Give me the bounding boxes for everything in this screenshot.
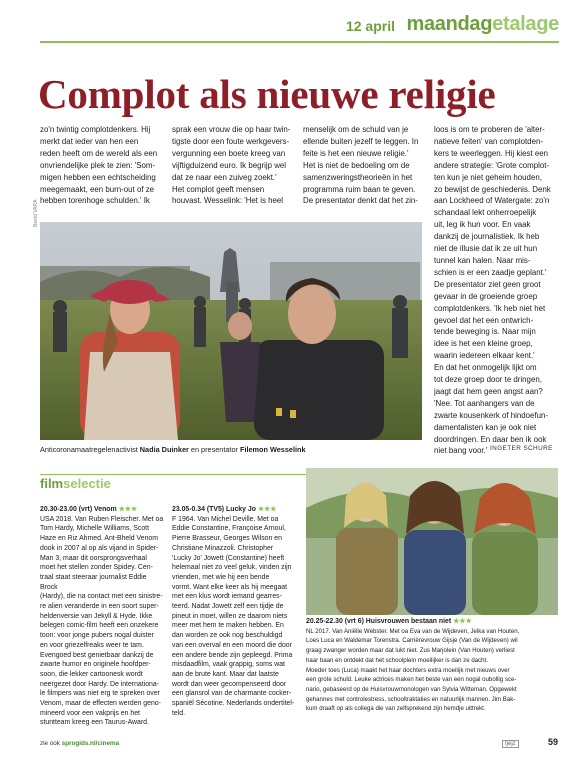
film-line: en voor griezelfreaks weer te tam.	[40, 641, 144, 649]
film-line: kum draaft op als collega die van zelfsprekend zijn hemdje uittrekt.	[306, 705, 486, 713]
body-line: menselijk om de schuld van je	[303, 125, 409, 134]
film-channel: (vrt)	[78, 506, 93, 513]
film-line: een andere bende zijn gepleegd. Prima	[172, 651, 293, 659]
film-line: traal staat steeraar journalist Eddie Brock	[40, 573, 147, 591]
body-line: vergunning een boete kreeg van	[172, 148, 286, 158]
body-line: zo bewijst de geschiedenis. Denk	[434, 184, 551, 194]
film-photo	[306, 468, 558, 615]
film-title: Venom	[94, 506, 117, 513]
film-line: teerd. Nadat Jowett zelf een tijdje de	[172, 603, 284, 611]
film-line: Eddie Constantine, Françoise Arnoul,	[172, 525, 286, 533]
film-listing-lucky-jo	[172, 505, 298, 730]
film-line: wordt dan weer gecompenseerd door	[172, 680, 287, 688]
caption-name-2: Filemon Wesselink	[239, 445, 306, 454]
body-line: schandaal lekt onherroepelijk	[434, 208, 537, 218]
body-line: Het complot geeft mensen	[172, 184, 265, 194]
film-time: 20.30-23.00	[40, 506, 77, 513]
film-line: moet het stellen zonder Spidey. Cen-	[40, 564, 153, 572]
film-line: re alien veranderde in een soort super-	[40, 603, 159, 611]
film-line: dan worden ze ook nog beschuldigd	[172, 632, 283, 640]
body-line: tigste door een foute werkgevers-	[172, 136, 290, 146]
photo-credit: Beeld VARA	[33, 199, 39, 227]
body-line: tot deze groep door te dringen,	[434, 375, 542, 385]
body-line: meegemaakt, een burn-out of ze	[40, 184, 155, 194]
body-line: tende beweging is. Naar mijn	[434, 327, 536, 337]
body-line: Het is niet de bedoeling om de	[303, 160, 410, 170]
body-line: zwarte kousenkerk of hindoefun-	[434, 410, 549, 420]
body-line: gevaar in de groeiende groep	[434, 291, 538, 301]
film-line: zwarte humor en originele hoofdper-	[40, 661, 151, 669]
film-title: Huisvrouwen bestaan niet	[365, 618, 452, 625]
film-line: meer met hem te maken hebben. En	[172, 622, 284, 630]
film-line: F 1964. Van Michel Deville. Met oa	[172, 515, 279, 523]
film-tag-part2: selectie	[63, 476, 111, 491]
article-headline: Complot als nieuwe religie	[38, 71, 496, 117]
film-line: dook in 2007 al op als vijand in Spider-	[40, 544, 159, 552]
body-line: reden heeft om de wereld als een	[40, 148, 158, 158]
body-line: niet bang voor.'	[434, 446, 488, 456]
film-line: misdaadfilm, vaak grappig, soms wat	[172, 661, 285, 669]
film-line: neergezet door Hardy. De internationa-	[40, 680, 159, 688]
film-photo-illustration	[306, 468, 558, 615]
body-line: uit, leg ik hun voor. En vaak	[434, 220, 531, 230]
film-line: graag zwanger worden maar dat lukt niet. Zus Marjolein (Van Houten) verliest	[306, 647, 515, 655]
body-line: kers te weerleggen. Hij kiest een	[434, 148, 549, 158]
film-line: soon, die lekker cartoonesk wordt	[40, 670, 143, 678]
film-line: Pierre Brasseur, Georges Wilson en	[172, 535, 282, 543]
film-time: 23.05-0.34	[172, 506, 205, 513]
issue-date: 12 april	[345, 18, 395, 34]
film-line: vrienden, met wie hij een bende	[172, 573, 270, 581]
body-line: houvast. Wesselink: 'Het is heel	[172, 196, 284, 206]
body-line: programma ruim baan te geven.	[303, 184, 416, 194]
film-heading	[306, 617, 558, 627]
film-rating-stars: ★★★	[257, 506, 277, 513]
section-title-part2: etalage	[492, 13, 559, 35]
body-line: zo'n twintig complotdenkers. Hij	[40, 125, 151, 134]
body-line: waarin iedereen elkaar kent.'	[434, 351, 535, 361]
section-title-part1: maandag	[406, 13, 493, 35]
film-line: met een klus wordt iemand gearres-	[172, 593, 282, 601]
body-line: onvriendelijke plek te zien: 'Som-	[40, 160, 156, 170]
film-line: teld.	[172, 709, 186, 717]
film-channel: (TV5)	[206, 506, 225, 513]
body-line: migen hebben een echtscheiding	[40, 172, 156, 182]
article-column-3	[303, 124, 428, 212]
body-line: vijftigduizend euro. Ik begrijp wel	[172, 160, 287, 170]
page-header	[0, 0, 577, 48]
film-line: nario, gebaseerd op de Huisvrouwmonologen van Sylvia Witteman. Opgewekt	[306, 685, 517, 693]
body-line: samenzweringstheorieën in het	[303, 172, 413, 182]
caption-prefix: Anticoronamaatregelenactivist	[40, 445, 138, 454]
header-rule	[40, 41, 559, 43]
film-line: (Hardy), die na contact met een sinistre-	[40, 593, 163, 601]
body-line: natieve feiten' van complotden-	[434, 136, 543, 146]
body-line: merkt dat ieder van hen een	[40, 136, 139, 146]
film-line: toon: voor jonge pubers nogal duister	[40, 632, 154, 640]
body-line: gevoel dat het een ontwrich-	[434, 315, 534, 325]
film-line: Man 3, maar dit oorsprongsverhaal	[40, 554, 147, 562]
body-line: hebben torenhoge schulden.' Ik	[40, 196, 150, 206]
caption-name-1: Nadia Duinker	[139, 445, 189, 454]
film-line: gehannes met controlestress, schooltraktaties en natuurlijk mannen. Jim Bak-	[306, 695, 516, 703]
see-also-link[interactable]: sprogids.nl/cinema	[61, 740, 120, 747]
body-line: idee is het een kleine groep,	[434, 339, 533, 349]
body-line: damentalisten kan je ook niet	[434, 422, 537, 432]
body-line: tunnel kan halen. Naar mis-	[434, 255, 531, 265]
film-time: 20.25-22.30	[306, 618, 343, 625]
film-line: 'Lucky Jo' Jowett (Constantine) heeft	[172, 554, 285, 562]
film-line: aan de brute kant. Maar dat laatste	[172, 670, 279, 678]
film-line: spaniël Sécotine. Nederlands ondertitel-	[172, 700, 295, 708]
film-line: le filmpers was niet erg te spreken over	[40, 690, 160, 698]
body-line: jaagt dat hem geen angst aan?	[434, 386, 543, 396]
author-byline: INGETER SCHURE	[490, 445, 553, 452]
body-line: ellende buiten jezelf te leggen. In	[303, 136, 419, 146]
film-heading	[40, 505, 164, 515]
publisher-logo: tjejz	[502, 740, 519, 748]
film-line: NL 2017. Van Aniëlle Webster. Met oa Eva van de Wijdeven, Jelka van Houten,	[306, 627, 520, 635]
article-column-4	[434, 124, 560, 459]
film-line: Tom Hardy, Michelle Williams, Scott	[40, 525, 149, 533]
film-line: haar baan en ontdekt dat het schoolplein moeilijker is dan ze dacht.	[306, 656, 488, 664]
see-also-prefix: zie ook	[40, 740, 60, 747]
body-line: feite is het een nieuwe religie.'	[303, 148, 409, 158]
body-line: sprak een vrouw die op haar twin-	[172, 125, 291, 134]
film-rating-stars: ★★★	[453, 618, 472, 625]
film-line: Loes Luca en Waldemar Torenstra. Carrièrevrouw Gijsje (Van de Wijdeven) wil	[306, 637, 518, 645]
body-line: En dat het onmogelijk lijkt om	[434, 363, 537, 373]
body-line: ten kun je niet geheim houden,	[434, 172, 542, 182]
film-line: Christiane Minazzoli. Christopher	[172, 544, 274, 552]
article-column-2	[172, 124, 297, 212]
film-channel: (vrt 6)	[344, 618, 364, 625]
page-number: 59	[547, 737, 558, 747]
article-column-1	[40, 124, 165, 212]
body-line: doordringen. En daar ben ik ook	[434, 434, 547, 444]
film-listing-huisvrouwen	[306, 617, 558, 714]
body-line: niet de illusie dat ik ze uit hun	[434, 244, 538, 254]
film-listing-venom	[40, 505, 164, 730]
film-heading	[172, 505, 298, 515]
film-tag-part1: film	[40, 476, 64, 491]
film-line: mineerd voor een vakprijs en het	[40, 709, 140, 717]
body-line: dat ze naar een zuiveg zoekt.'	[172, 172, 277, 182]
film-line: pineut in moet, willen ze daarom niets	[172, 612, 288, 620]
film-line: vormt. Want elke keer als hij meegaat	[172, 583, 288, 591]
film-section-title	[40, 476, 111, 491]
caption-middle: en presentator	[190, 445, 238, 454]
photo-illustration	[40, 222, 422, 440]
body-line: complotdenkers. 'Ik heb niet het	[434, 303, 546, 313]
film-title: Lucky Jo	[226, 506, 256, 513]
body-line: schien is er een zaadje geplant.'	[434, 267, 547, 277]
film-line: een grote schuld. Leuke actrices maken het beste van een nogal oubollig sce-	[306, 676, 517, 684]
film-line: belegen comic-film heeft een onzekere	[40, 622, 159, 630]
film-line: stuntteam kreeg een Taurus-Award.	[40, 719, 149, 727]
film-line: helemaal niet zo veel geluk, vinden zijn	[172, 564, 292, 572]
film-line: Moeder toes (Luca) maakt het haar dochters extra moeilijk met nieuws over	[306, 666, 510, 674]
film-line: heldenversie van Jekyll & Hyde. Ikke	[40, 612, 153, 620]
body-line: De presentator denkt dat het zin-	[303, 196, 418, 206]
body-line: De presentator ziet geen groot	[434, 279, 541, 289]
body-line: andere strategie: 'Grote complot-	[434, 160, 550, 170]
film-line: Haze en Riz Ahmed. Ant-Bheld Venom	[40, 535, 158, 543]
body-line: loos is om te proberen de 'alter-	[434, 125, 545, 134]
body-line: dankzij de journalistiek. Ik heb	[434, 232, 540, 242]
see-also	[40, 740, 119, 747]
page-footer	[40, 737, 558, 751]
film-line: Evengoed best genietbaar dankzij de	[40, 651, 154, 659]
film-line: Venom, maar de effecten werden geno-	[40, 700, 161, 708]
film-line: een glansrol van de charmante cocker-	[172, 690, 292, 698]
article-photo	[40, 222, 422, 440]
film-rating-stars: ★★★	[118, 506, 138, 513]
photo-caption	[40, 445, 422, 454]
body-line: 'Nee. Tot aanhangers van de	[434, 398, 535, 408]
body-line: aan Lockheed of Watergate: zo'n	[434, 196, 550, 206]
film-line: USA 2018. Van Ruben Fleischer. Met oa	[40, 515, 164, 523]
film-line: van een overval en een moord die door	[172, 641, 292, 649]
section-title	[406, 13, 559, 36]
